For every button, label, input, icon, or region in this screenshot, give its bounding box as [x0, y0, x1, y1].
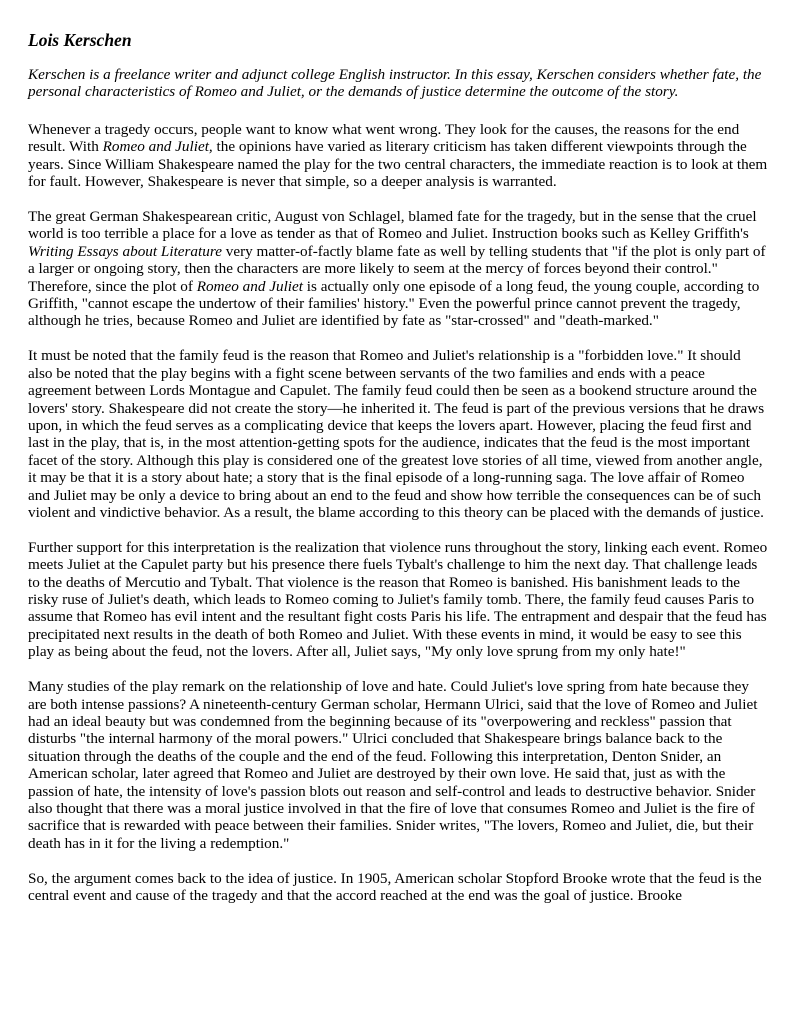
paragraph-text: The great German Shakespearean critic, August von Schlagel, blamed fate for the tragedy, but in the sense that the cruel world is too terrible a place for a love as tender as that of Romeo and Juliet. Instruction books such as Kelley Griffith's: [28, 207, 757, 243]
italic-title: Romeo and Juliet,: [102, 138, 213, 156]
essay-paragraph: [28, 539, 768, 661]
author-intro: Kerschen is a freelance writer and adjunct college English instructor. In this essay, Kerschen considers whether fate, the personal characteristics of Romeo and Juliet, or the demands of justice determine the outcome of the story.: [28, 66, 762, 101]
paragraph-text: Further support for this interpretation is the realization that violence runs throughout the story, linking each event. Romeo meets Juliet at the Capulet party but his presence there fuels Tybalt's challenge to him the next day. That challenge leads to the deaths of Mercutio and Tybalt. That violence is the reason that Romeo is banished. His banishment leads to the risky ruse of Juliet's death, which leads to Romeo coming to Juliet's family tomb. There, the family feud causes Paris to assume that Romeo has evil intent and the resultant fight costs Paris his life. The entrapment and despair that the feud has precipitated next results in the death of both Romeo and Juliet. With these events in mind, it would be easy to see this play as being about the feud, not the lovers. After all, Juliet says, "My only love sprung from my only hate!": [28, 538, 768, 661]
essay-paragraph: [28, 347, 768, 521]
paragraph-text: So, the argument comes back to the idea of justice. In 1905, American scholar Stopford Brooke wrote that the feud is the central event and cause of the tragedy and that the accord reached at the end was the goal of justice. Brooke: [28, 869, 762, 905]
paragraph-text: Whenever a tragedy occurs, people want to know what went wrong. They look for the causes, the reasons for the end result. With: [28, 120, 740, 156]
essay-paragraph: [28, 678, 768, 852]
author-heading: Lois Kerschen: [28, 30, 132, 50]
paragraph-text: the opinions have varied as literary criticism has taken different viewpoints through the years. Since William Shakespeare named the play for the two central characters, the immediate reaction is to look at them for fault. However, Shakespeare is never that simple, so a deeper analysis is warranted.: [28, 138, 768, 191]
paragraph-text: is actually only one episode of a long feud, the young couple, according to Griffith, "cannot escape the undertow of their families' history." Even the powerful prince cannot prevent the tragedy, although he tries, because Romeo and Juliet are identified by fate as "star-crossed" and "death-marked.": [28, 277, 760, 330]
italic-title: Writing Essays about Literature: [28, 242, 222, 260]
paragraph-text: very matter-of-factly blame fate as well by telling students that "if the plot is only part of a larger or ongoing story, then the characters are more likely to seem at the mercy of forces beyond their control." Therefore, since the plot of: [28, 242, 766, 295]
essay-paragraph: [28, 121, 768, 191]
essay-paragraph: [28, 208, 768, 330]
essay-body: [28, 121, 768, 905]
essay-paragraph: [28, 870, 768, 905]
paragraph-text: Many studies of the play remark on the relationship of love and hate. Could Juliet's love spring from hate because they are both intense passions? A nineteenth-century German scholar, Hermann Ulrici, said that the love of Romeo and Juliet had an ideal beauty but was condemned from the beginning because of its "overpowering and reckless" passion that disturbs "the internal harmony of the moral powers." Ulrici concluded that Shakespeare brings balance back to the situation through the deaths of the couple and the end of the feud. Following this interpretation, Denton Snider, an American scholar, later agreed that Romeo and Juliet are destroyed by their own love. He said that, just as with the passion of hate, the intensity of love's passion blots out reason and self-control and leads to destructive behavior. Snider also thought that there was a moral justice involved in that the fire of love that consumes Romeo and Juliet is the fire of sacrifice that is rewarded with peace between their families. Snider writes, "The lovers, Romeo and Juliet, die, but their death has in it for the living a redemption.": [28, 678, 758, 852]
italic-title: Romeo and Juliet: [196, 277, 303, 295]
paragraph-text: It must be noted that the family feud is the reason that Romeo and Juliet's relationship is a "forbidden love." It should also be noted that the play begins with a fight scene between servants of the two families and ends with a peace agreement between Lords Montague and Capulet. The family feud could then be seen as a bookend structure around the lovers' story. Shakespeare did not create the story—he inherited it. The feud is part of the previous versions that he draws upon, in which the feud serves as a complicating device that keeps the lovers apart. However, placing the feud first and last in the play, that is, in the most attention-getting spots for the audience, indicates that the feud is the most important facet of the story. Although this play is considered one of the greatest love stories of all time, viewed from another angle, it may be that it is a story about hate; a story that is the final episode of a long-running saga. The love affair of Romeo and Juliet may be only a device to bring about an end to the feud and show how terrible the consequences can be of such violent and vindictive behavior. As a result, the blame according to this theory can be placed with the demands of justice.: [28, 347, 765, 521]
essay-page: [28, 30, 768, 922]
